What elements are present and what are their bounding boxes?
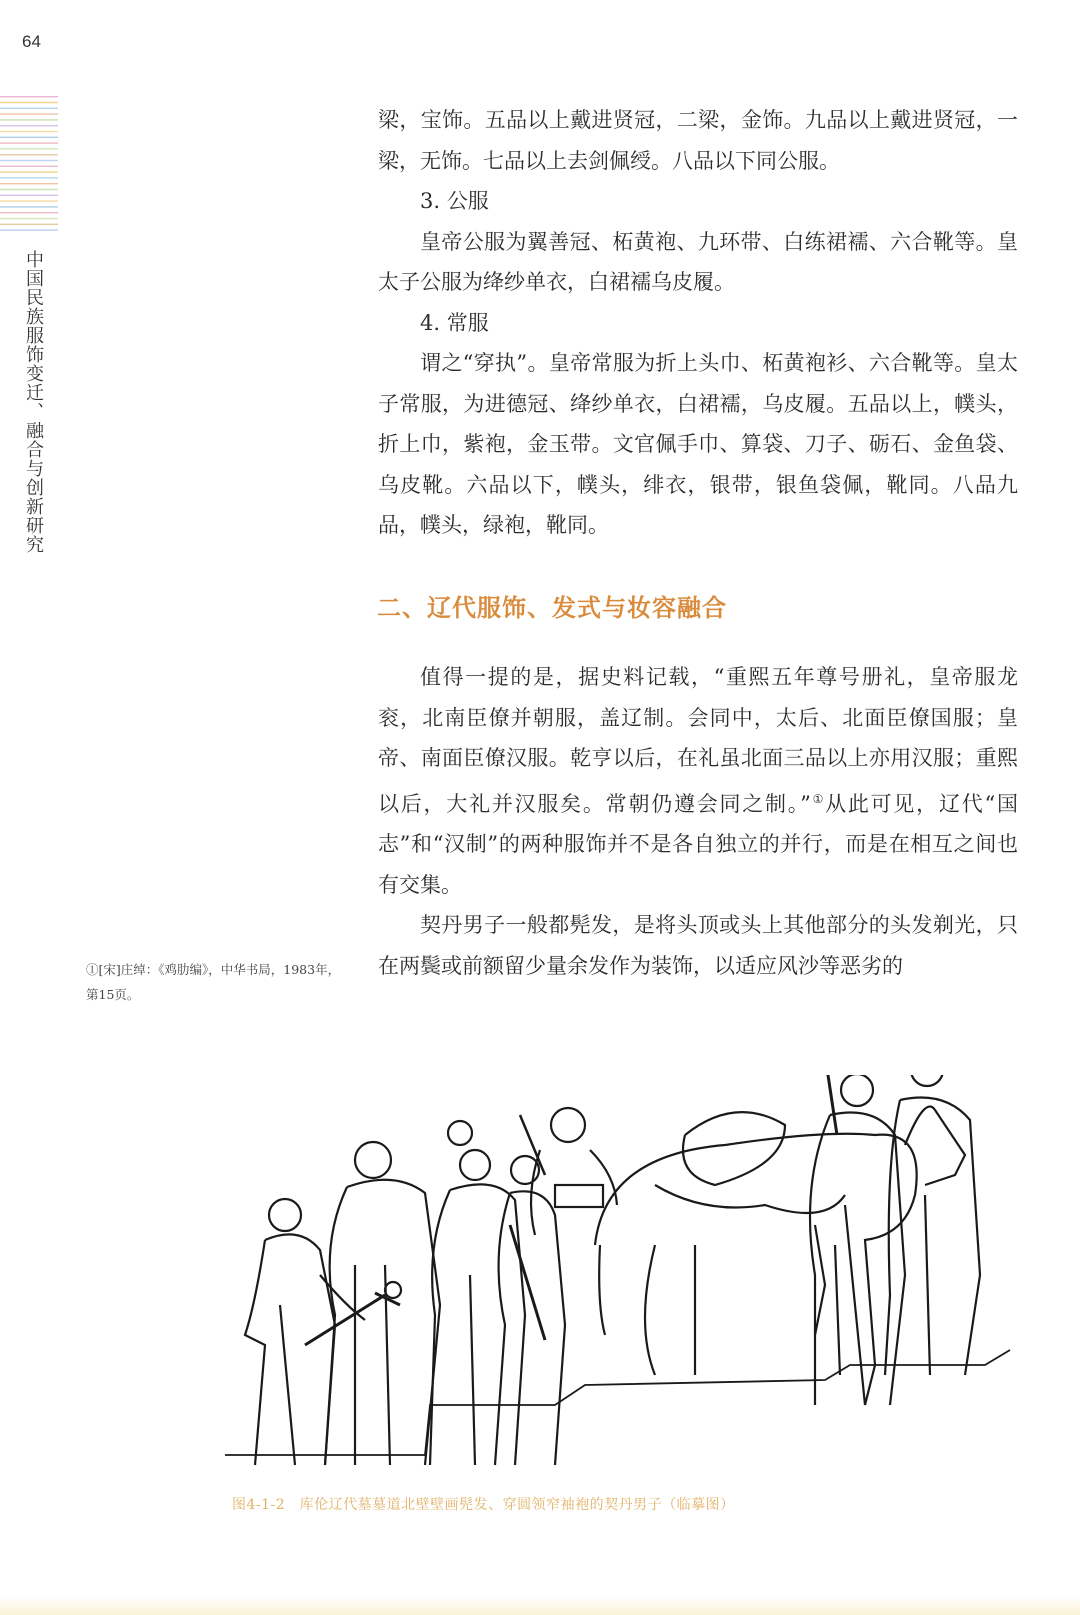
stripe-line [0, 224, 58, 225]
subheading-changfu: 4. 常服 [420, 310, 489, 335]
stripe-line [0, 200, 58, 201]
section-heading: 二、辽代服饰、发式与妆容融合 [377, 593, 727, 622]
stripe-line [0, 131, 58, 132]
body-text-top [378, 100, 1018, 546]
paragraph-gongfu: 皇帝公服为翼善冠、柘黄袍、九环带、白练裙襦、六合靴等。皇太子公服为绛纱单衣，白裙襦乌皮履。 [378, 229, 1018, 294]
stripe-line [0, 137, 58, 138]
stripe-line [0, 119, 58, 120]
paragraph-continued: 梁，宝饰。五品以上戴进贤冠，二梁，金饰。九品以上戴进贤冠，一梁，无饰。七品以上去剑佩绶。八品以下同公服。 [378, 108, 1018, 173]
paragraph-liao-quote [378, 657, 1018, 905]
paragraph-changfu: 谓之“穿执”。皇帝常服为折上头巾、柘黄袍衫、六合靴等。皇太子常服，为进德冠、绛纱单衣，白裙襦，乌皮履。五品以上，幞头，折上巾，紫袍，金玉带。文官佩手巾、算袋、刀子、砺石、金鱼袋、乌皮靴。六品以下，幞头，绯衣，银带，银鱼袋佩，靴同。八品九品，幞头，绿袍，靴同。 [378, 351, 1018, 537]
bottom-page-band [0, 1597, 1080, 1615]
footnote-reference: ① [810, 791, 826, 806]
stripe-line [0, 229, 58, 230]
decorative-side-stripes [0, 96, 58, 236]
body-text-bottom [378, 657, 1018, 986]
stripe-line [0, 183, 58, 184]
stripe-line [0, 108, 58, 109]
mural-line-drawing-illustration [225, 1075, 1025, 1470]
stripe-line [0, 166, 58, 167]
figure-caption: 图4-1-2 库伦辽代墓墓道北壁壁画髡发、穿圆领窄袖袍的契丹男子（临摹图） [232, 1497, 735, 1513]
paragraph-quote-text: 值得一提的是，据史料记载，“重熙五年尊号册礼，皇帝服龙衮，北南臣僚并朝服，盖辽制。会同中，太后、北面臣僚国服；皇帝、南面臣僚汉服。乾亨以后，在礼虽北面三品以上亦用汉服；重熙以后，大礼并汉服矣。常朝仍遵会同之制。” [378, 665, 1018, 816]
stripe-line [0, 102, 58, 103]
subheading-gongfu: 3. 公服 [420, 189, 489, 213]
stripe-line [0, 96, 58, 97]
page-number: 64 [22, 32, 41, 51]
paragraph-conclusion-text: 从此可见，辽代“国志”和“汉制”的两种服饰并不是各自独立的并行，而是在相互之间也有交集。 [378, 791, 1018, 897]
stripe-line [0, 160, 58, 161]
stripe-line [0, 154, 58, 155]
stripe-line [0, 148, 58, 149]
stripe-line [0, 125, 58, 126]
running-book-title: 中国民族服饰变迁、融合与创新研究 [23, 250, 44, 554]
paragraph-kunfa: 契丹男子一般都髡发，是将头顶或头上其他部分的头发剃光，只在两鬓或前额留少量余发作为装饰，以适应风沙等恶劣的 [378, 913, 1018, 978]
stripe-line [0, 171, 58, 172]
stripe-line [0, 189, 58, 190]
stripe-line [0, 218, 58, 219]
stripe-line [0, 195, 58, 196]
stripe-line [0, 113, 58, 114]
footnote: ①[宋]庄绰：《鸡肋编》，中华书局，1983年，第15页。 [86, 962, 341, 1002]
stripe-line [0, 212, 58, 213]
stripe-line [0, 206, 58, 207]
stripe-line [0, 177, 58, 178]
stripe-line [0, 142, 58, 143]
